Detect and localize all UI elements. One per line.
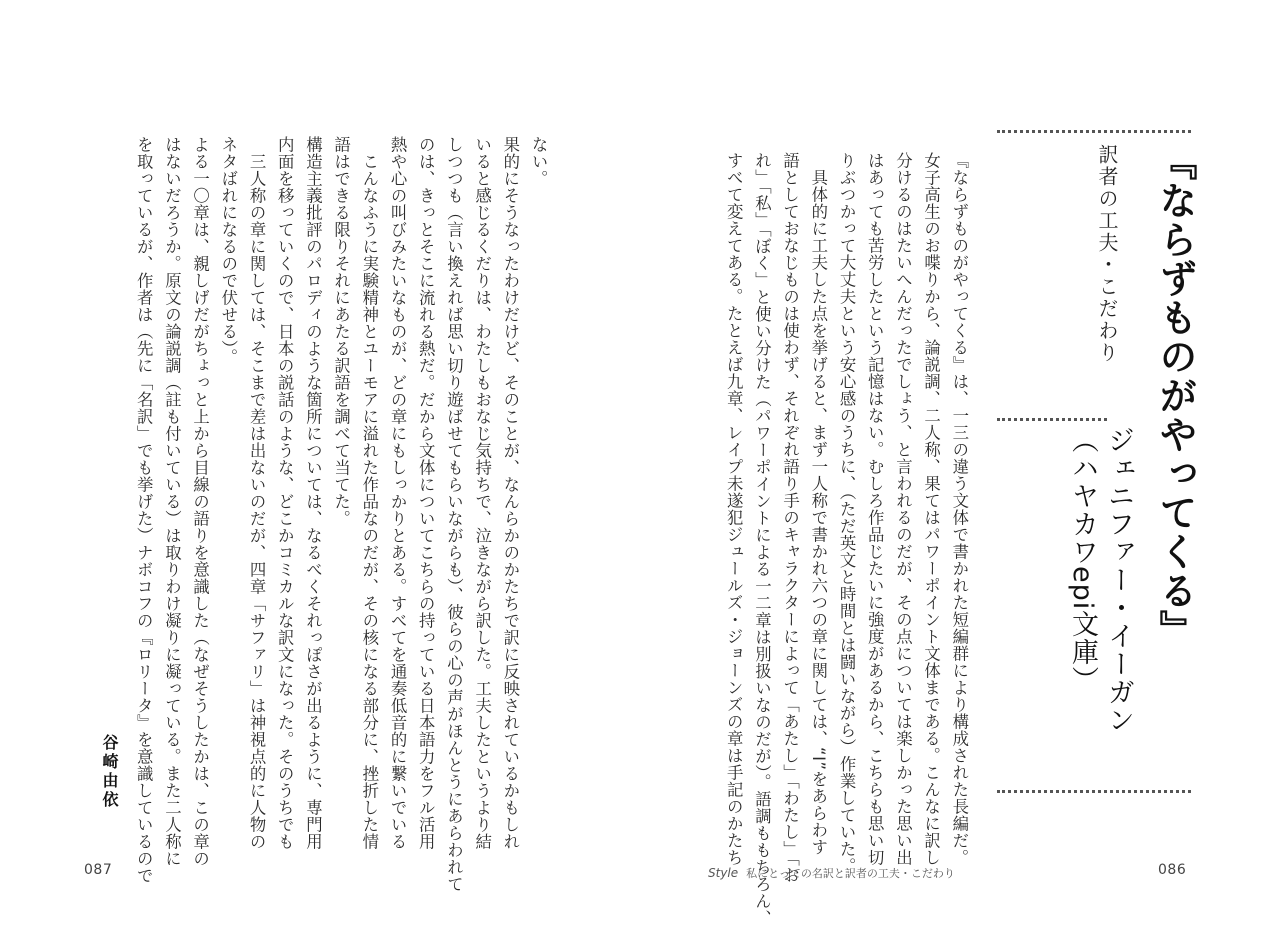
dotted-divider-bottom [997, 790, 1191, 793]
book-title: 『ならずものがやってくる』 [1153, 142, 1197, 649]
author-and-publisher: ジェニファー・イーガン （ハヤカワepi文庫） [1067, 426, 1134, 734]
running-head [708, 865, 955, 881]
running-head-style-word: Style [708, 866, 739, 880]
dotted-divider-middle [997, 418, 1107, 421]
left-page-body-text: ない。 果的にそうなったわけだけど、そのことが、なんらかのかたちで訳に反映されているかもしれ いると感じるくだりは、わたしもおなじ気持ちで、泣きながら訳した。工夫したというより結 しつつも（言い換えれば思い切り遊ばせてもらいながらも）、彼らの心の声がほんとうにあらわれて のは、きっとそこに流れる熱だ。だから文体についてこちらの持っている日本語力をフル活用 熱や心の叫びみたいなものが、どの章にもしっかりとある。すべてを通奏低音的に繋いでいる こんなふうに実験精神とユーモアに溢れた作品なのだが、その核になる部分に、挫折した情 語はできる限りそれにあたる訳語を調べて当てた。 構造主義批評のパロディのような箇所については、なるべくそれっぽさが出るように、専門用 内面を移っていくので、日本の説話のような、どこかコミカルな訳文になった。そのうちでも 三人称の章に関しては、そこまで差は出ないのだが、四章「サファリ」は神視点的に人物の ネタばれになるので伏せる）。 よる一〇章は、親しげだがちょっと上から目線の語りを意識した（なぜそうしたかは、この章の はないだろうか。原文の論説調（註も付いている）は取りわけ凝りに凝っている。また二人称に を取っているが、作者は（先に「名訳」でも挙げた）ナボコフの『ロリータ』を意識しているので [134, 136, 549, 893]
right-page-body-text: 『ならずものがやってくる』は、一三の違う文体で書かれた短編群により構成された長編だ。 女子高生のお喋りから、論説調、二人称、果てはパワーポイント文体まである。こんなに訳し 分けるのはたいへんだったでしょう、と言われるのだが、その点については楽しかった思い出 はあっても苦労したという記憶はない。むしろ作品じたいに強度があるから、こちらも思い切 りぶつかって大丈夫という安心感のうちに、（ただ英文と時間とは闘いながら）作業していた。 具体的に工夫した点を挙げると、まず一人称で書かれ六つの章に関しては、“I”をあらわす 語としておなじものは使わず、それぞれ語り手のキャラクターによって「あたし」「わたし」「お れ」「私」「ぼく」と使い分けた（パワーポイントによる一二章は別扱いなのだが）。語調ももちろん、 すべて変えてある。たとえば九章、レイプ未遂犯ジュールズ・ジョーンズの章は手記のかたち [724, 152, 969, 927]
dotted-divider-top [997, 130, 1191, 133]
running-head-text: 私にとっての名訳と訳者の工夫・こだわり [746, 867, 955, 880]
page-number-left: 087 [84, 862, 113, 878]
section-subtitle: 訳者の工夫・こだわり [1095, 144, 1119, 364]
translator-name: 谷崎由依 [100, 734, 119, 810]
page-number-right: 086 [1158, 862, 1187, 878]
